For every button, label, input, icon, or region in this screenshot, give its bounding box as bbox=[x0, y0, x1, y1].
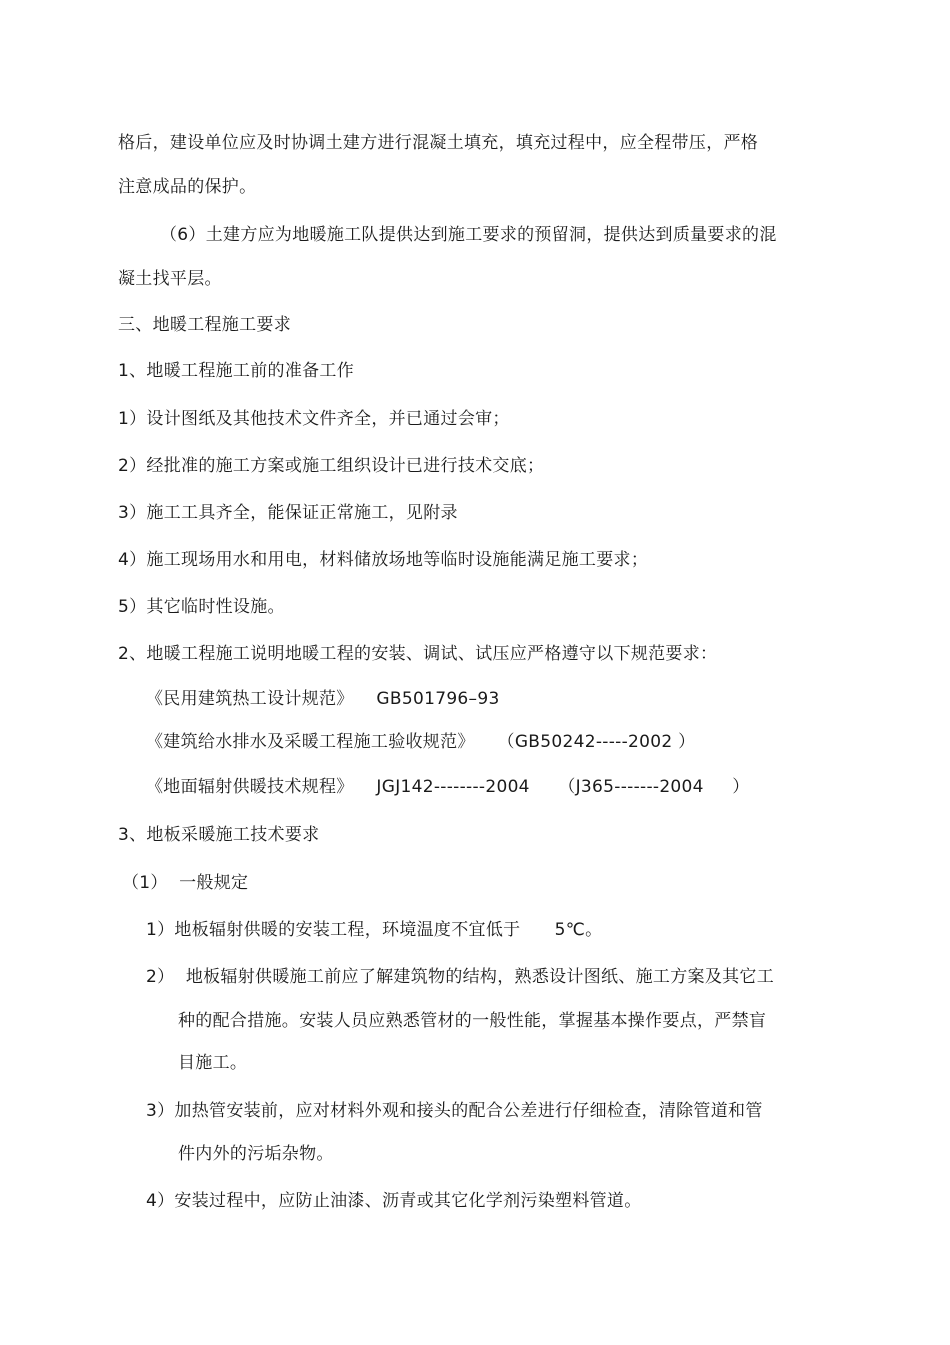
list-item-continuation: 件内外的污垢杂物。 bbox=[178, 1144, 334, 1164]
list-item: 1）设计图纸及其他技术文件齐全，并已通过会审； bbox=[118, 409, 510, 429]
text-line: 凝土找平层。 bbox=[118, 269, 222, 289]
list-item: 2）经批准的施工方案或施工组织设计已进行技术交底； bbox=[118, 456, 545, 476]
list-item-continuation: 种的配合措施。安装人员应熟悉管材的一般性能，掌握基本操作要点，严禁盲 bbox=[178, 1011, 767, 1031]
list-item: 5）其它临时性设施。 bbox=[118, 597, 285, 617]
list-item: 4）安装过程中，应防止油漆、沥青或其它化学剂污染塑料管道。 bbox=[146, 1191, 642, 1211]
standard-reference: 《建筑给水排水及采暖工程施工验收规范》 （GB50242-----2002 ） bbox=[146, 732, 696, 752]
list-item: 4）施工现场用水和用电，材料储放场地等临时设施能满足施工要求； bbox=[118, 550, 649, 570]
text-line: （6）土建方应为地暖施工队提供达到施工要求的预留洞，提供达到质量要求的混 bbox=[160, 225, 777, 245]
list-item: 2） 地板辐射供暖施工前应了解建筑物的结构，熟悉设计图纸、施工方案及其它工 bbox=[146, 967, 775, 987]
text-line: 注意成品的保护。 bbox=[118, 177, 257, 197]
clause-heading: （1） 一般规定 bbox=[122, 873, 249, 893]
list-item: 3）加热管安装前，应对材料外观和接头的配合公差进行仔细检查，清除管道和管 bbox=[146, 1101, 763, 1121]
text-line: 格后，建设单位应及时协调土建方进行混凝土填充，填充过程中，应全程带压，严格 bbox=[118, 133, 759, 153]
list-item-continuation: 目施工。 bbox=[178, 1053, 248, 1073]
section-heading: 三、地暖工程施工要求 bbox=[118, 315, 291, 335]
list-item: 1）地板辐射供暖的安装工程，环境温度不宜低于 5℃。 bbox=[146, 920, 603, 940]
subsection-heading: 2、地暖工程施工说明地暖工程的安装、调试、试压应严格遵守以下规范要求： bbox=[118, 644, 718, 664]
list-item: 3）施工工具齐全，能保证正常施工，见附录 bbox=[118, 503, 458, 523]
subsection-heading: 3、地板采暖施工技术要求 bbox=[118, 825, 320, 845]
standard-reference: 《民用建筑热工设计规范》 GB501796–93 bbox=[146, 689, 500, 709]
standard-reference: 《地面辐射供暖技术规程》 JGJ142--------2004 （J365-------2004 ） bbox=[146, 777, 750, 797]
subsection-heading: 1、地暖工程施工前的准备工作 bbox=[118, 361, 355, 381]
